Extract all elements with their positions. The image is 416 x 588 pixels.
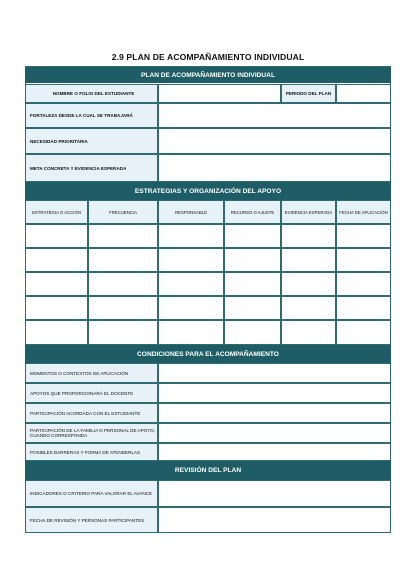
strategy-cell[interactable] xyxy=(224,248,281,272)
strategy-cell[interactable] xyxy=(281,320,336,345)
strategy-column-header: ESTRATEGIA O ACCIÓN xyxy=(25,200,88,224)
strategy-cell[interactable] xyxy=(158,320,224,345)
strategy-cell[interactable] xyxy=(25,296,88,320)
strategy-column-header: RECURSO O AJUSTE xyxy=(224,200,281,224)
strategy-cell[interactable] xyxy=(336,272,391,296)
period-label: PERIODO DEL PLAN xyxy=(281,84,336,103)
strategy-cell[interactable] xyxy=(336,224,391,248)
student-participation-label: PARTICIPACIÓN ACORDADA CON EL ESTUDIANTE xyxy=(25,403,158,423)
barriers-field[interactable] xyxy=(158,443,391,461)
teacher-support-field[interactable] xyxy=(158,383,391,403)
priority-need-field[interactable] xyxy=(158,128,391,154)
strategy-cell[interactable] xyxy=(25,248,88,272)
strategy-cell[interactable] xyxy=(336,320,391,345)
strategy-cell[interactable] xyxy=(281,248,336,272)
strategy-cell[interactable] xyxy=(158,272,224,296)
goal-field[interactable] xyxy=(158,154,391,182)
strategy-column-header: EVIDENCIA ESPERADA xyxy=(281,200,336,224)
student-name-field[interactable] xyxy=(158,84,281,103)
contexts-label: MOMENTOS O CONTEXTOS DE APLICACIÓN xyxy=(25,363,158,383)
student-name-label: NOMBRE O FOLIO DEL ESTUDIANTE xyxy=(25,84,158,103)
section-band-conditions: CONDICIONES PARA EL ACOMPAÑAMIENTO xyxy=(25,345,391,363)
section-band-plan: PLAN DE ACOMPAÑAMIENTO INDIVIDUAL xyxy=(25,67,391,83)
strategy-cell[interactable] xyxy=(88,320,158,345)
review-date-label: FECHA DE REVISIÓN Y PERSONAS PARTICIPANTES xyxy=(25,507,158,533)
strategy-column-header: RESPONSABLE xyxy=(158,200,224,224)
goal-label: META CONCRETA Y EVIDENCIA ESPERADA xyxy=(25,154,158,182)
strategy-cell[interactable] xyxy=(88,248,158,272)
strategy-cell[interactable] xyxy=(281,296,336,320)
strength-field[interactable] xyxy=(158,103,391,128)
family-participation-field[interactable] xyxy=(158,423,391,443)
strategy-cell[interactable] xyxy=(25,320,88,345)
section-band-review: REVISIÓN DEL PLAN xyxy=(25,461,391,480)
strategy-cell[interactable] xyxy=(158,224,224,248)
strategy-cell[interactable] xyxy=(88,272,158,296)
strategy-cell[interactable] xyxy=(158,248,224,272)
strategy-cell[interactable] xyxy=(224,296,281,320)
strength-label: FORTALEZA DESDE LA CUAL SE TRABAJARÁ xyxy=(25,103,158,128)
section-band-strategies: ESTRATEGIAS Y ORGANIZACIÓN DEL APOYO xyxy=(25,182,391,200)
strategy-column-header: FRECUENCIA xyxy=(88,200,158,224)
strategy-cell[interactable] xyxy=(281,272,336,296)
strategy-cell[interactable] xyxy=(88,296,158,320)
strategy-cell[interactable] xyxy=(88,224,158,248)
indicators-field[interactable] xyxy=(158,480,391,507)
barriers-label: POSIBLES BARRERAS Y FORMA DE ATENDERLAS xyxy=(25,443,158,461)
strategy-cell[interactable] xyxy=(224,272,281,296)
strategy-cell[interactable] xyxy=(25,224,88,248)
strategy-cell[interactable] xyxy=(336,248,391,272)
student-participation-field[interactable] xyxy=(158,403,391,423)
review-date-field[interactable] xyxy=(158,507,391,533)
period-field[interactable] xyxy=(336,84,391,103)
strategy-column-header: FECHA DE APLICACIÓN xyxy=(336,200,391,224)
strategy-cell[interactable] xyxy=(336,296,391,320)
strategy-cell[interactable] xyxy=(281,224,336,248)
strategy-cell[interactable] xyxy=(25,272,88,296)
page-title: 2.9 PLAN DE ACOMPAÑAMIENTO INDIVIDUAL xyxy=(111,52,305,62)
strategy-cell[interactable] xyxy=(224,224,281,248)
indicators-label: INDICADORES O CRITERIO PARA VALORAR EL AVANCE xyxy=(25,480,158,507)
strategy-cell[interactable] xyxy=(224,320,281,345)
priority-need-label: NECESIDAD PRIORITARIA xyxy=(25,128,158,154)
contexts-field[interactable] xyxy=(158,363,391,383)
family-participation-label: PARTICIPACIÓN DE LA FAMILIA O PERSONAL DE APOYO, CUANDO CORRESPONDA xyxy=(25,423,158,443)
strategy-cell[interactable] xyxy=(158,296,224,320)
teacher-support-label: APOYOS QUE PROPORCIONARÁ EL DOCENTE xyxy=(25,383,158,403)
